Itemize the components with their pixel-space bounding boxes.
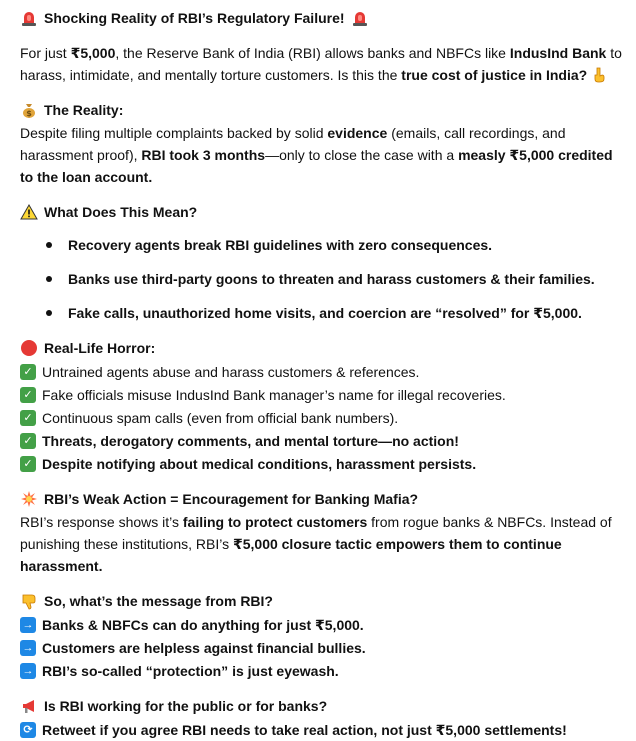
message-heading: So, what’s the message from RBI? [20, 589, 626, 613]
list-item: ✓ Despite notifying about medical conditions, harassment persists. [20, 452, 626, 475]
meaning-bullet-list [20, 228, 626, 330]
list-item: → Banks & NBFCs can do anything for just ₹5,000. [20, 613, 626, 636]
siren-icon [20, 9, 38, 27]
repeat-arrows-icon: ⟳ [20, 722, 36, 738]
list-item: ✓ Continuous spam calls (even from official bank numbers). [20, 406, 626, 429]
warning-icon [20, 203, 38, 221]
check-mark-icon: ✓ [20, 387, 36, 403]
pointing-down-hand-icon [591, 67, 607, 83]
reality-heading: $ The Reality: [20, 98, 626, 122]
thumbs-down-icon [20, 592, 38, 610]
post-title: Shocking Reality of RBI’s Regulatory Failure! [20, 6, 626, 30]
check-mark-icon: ✓ [20, 364, 36, 380]
weak-action-paragraph: RBI’s response shows it’s failing to protect customers from rogue banks & NBFCs. Instead of punishing these institutions, RBI’s ₹5,000 closure tactic empowers them to continue harassment. [20, 514, 612, 574]
siren-icon [351, 9, 369, 27]
right-arrow-icon: → [20, 640, 36, 656]
cta-question: Is RBI working for the public or for banks? [20, 694, 626, 718]
meaning-heading: What Does This Mean? [20, 200, 626, 224]
bullet-item: Banks use third-party goons to threaten and harass customers & their families. [20, 262, 626, 296]
list-item: → RBI’s so-called “protection” is just eyewash. [20, 659, 626, 682]
horror-heading: Real-Life Horror: [20, 336, 626, 360]
red-circle-icon [20, 339, 38, 357]
weak-action-heading: RBI’s Weak Action = Encouragement for Banking Mafia? [20, 487, 626, 511]
svg-text:$: $ [26, 109, 32, 118]
horror-list [20, 360, 626, 475]
check-mark-icon: ✓ [20, 410, 36, 426]
check-mark-icon: ✓ [20, 433, 36, 449]
megaphone-icon [20, 697, 38, 715]
check-mark-icon: ✓ [20, 456, 36, 472]
money-bag-icon [20, 101, 38, 119]
bullet-item: Fake calls, unauthorized home visits, and coercion are “resolved” for ₹5,000. [20, 296, 626, 330]
collision-icon [20, 490, 38, 508]
list-item: ✓ Fake officials misuse IndusInd Bank manager’s name for illegal recoveries. [20, 383, 626, 406]
reality-paragraph: Despite filing multiple complaints backed by solid evidence (emails, call recordings, and harassment proof), RBI took 3 months—only to close the case with a measly ₹5,000 credited to the loan account. [20, 125, 613, 185]
right-arrow-icon: → [20, 663, 36, 679]
bullet-item: Recovery agents break RBI guidelines with zero consequences. [20, 228, 626, 262]
list-item: → Customers are helpless against financial bullies. [20, 636, 626, 659]
retweet-call-to-action: ⟳ Retweet if you agree RBI needs to take real action, not just ₹5,000 settlements! [20, 718, 626, 741]
message-list [20, 613, 626, 682]
list-item: ✓ Threats, derogatory comments, and mental torture—no action! [20, 429, 626, 452]
intro-paragraph: For just ₹5,000, the Reserve Bank of India (RBI) allows banks and NBFCs like IndusInd Bank to harass, intimidate, and mentally torture customers. Is this the true cost of justice in India? [20, 45, 622, 83]
right-arrow-icon: → [20, 617, 36, 633]
list-item: ✓ Untrained agents abuse and harass customers & references. [20, 360, 626, 383]
